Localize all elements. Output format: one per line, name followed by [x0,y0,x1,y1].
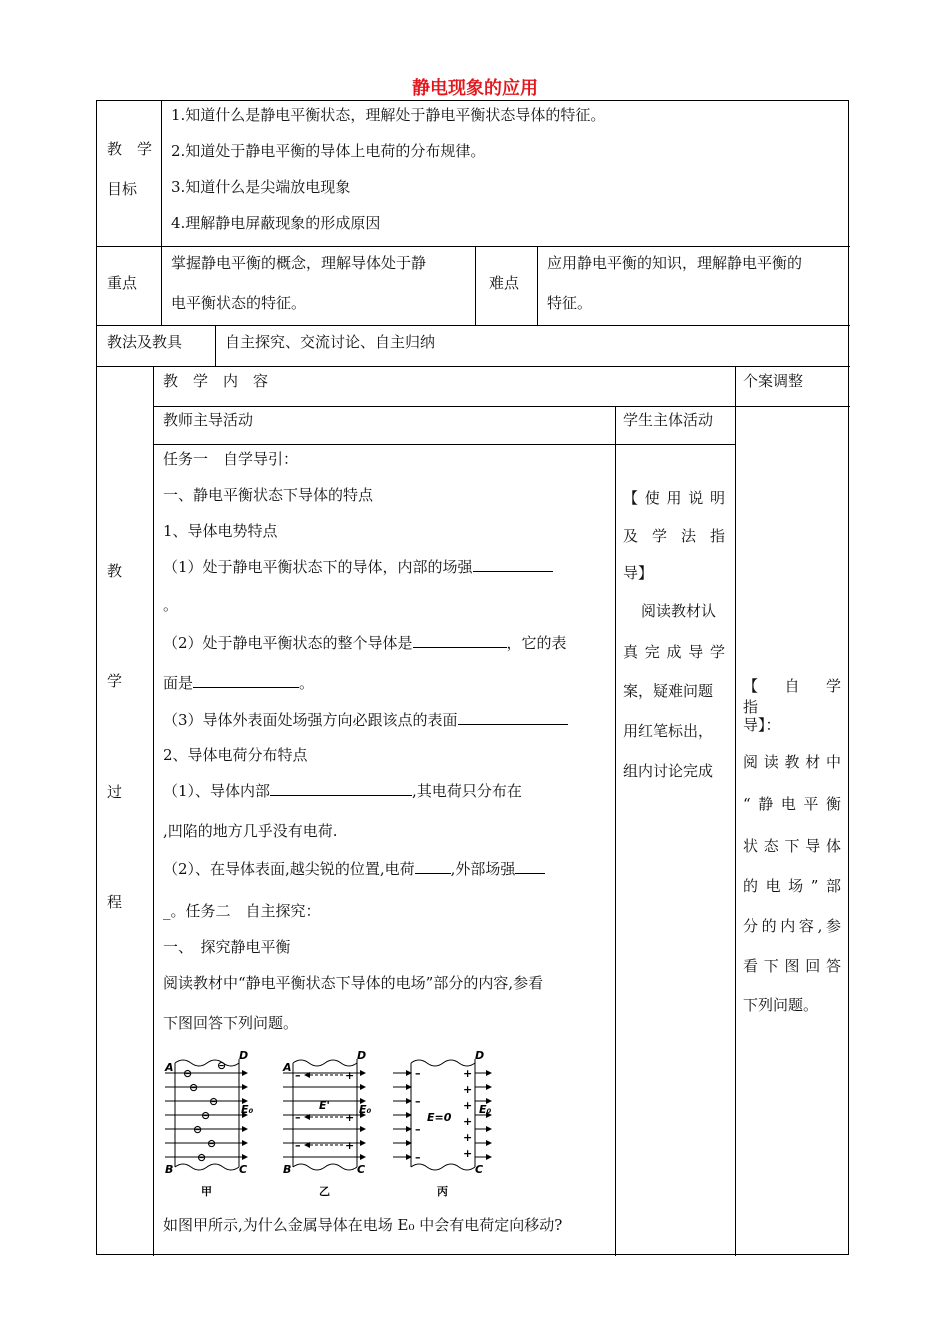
goal-item: 1.知道什么是静电平衡状态，理解处于静电平衡状态导体的特征。 [171,106,606,124]
question-line: （1）处于静电平衡状态下的导体，内部的场强 [163,557,553,577]
question-line: 。 [163,596,179,614]
student-text: 组内讨论完成 [623,762,714,780]
row-divider [153,406,735,407]
plus-mark: + [463,1083,473,1096]
content-header: 教 学 内 容 [163,372,269,390]
question-line: （1）、导体内部 ,其电荷只分布在 [163,782,522,800]
student-text: 阅读教材认 [641,602,717,620]
label-e0: E₀ [241,1103,254,1116]
label-b: B [165,1163,174,1176]
question-line: 如图甲所示,为什么金属导体在电场 E₀ 中会有电荷定向移动? [163,1216,563,1234]
plus-mark: + [463,1115,473,1128]
difficulty-text: 应用静电平衡的知识，理解静电平衡的 [547,254,803,272]
minus-mark: – [295,1111,301,1124]
adjust-text: 分的内容,参 [743,917,841,935]
process-label-char: 教 [107,562,123,580]
col-divider [215,325,216,366]
plus-mark: + [463,1131,473,1144]
minus-mark: – [415,1095,421,1108]
figure-bing [393,1049,492,1198]
student-text: 【使用说明 [623,489,725,507]
label-e-inner: E' [319,1099,330,1112]
label-c: C [357,1163,366,1176]
electron-mark: ⊖ [189,1081,199,1094]
col-divider [475,246,476,325]
lesson-table [96,100,857,1255]
row-divider [153,444,735,445]
electron-mark: ⊖ [183,1067,193,1080]
adjust-header: 个案调整 [743,372,804,390]
plus-mark: + [463,1099,473,1112]
minus-mark: – [295,1139,301,1152]
caption-bing: 丙 [437,1185,448,1198]
answer-blank[interactable] [473,557,553,572]
answer-blank[interactable] [458,710,568,725]
plus-mark: + [463,1147,473,1160]
student-text: 用红笔标出， [623,722,714,740]
plus-mark: + [345,1139,355,1152]
plus-mark: + [463,1067,473,1080]
sub-heading: 1、导体电势特点 [163,522,278,540]
electron-mark: ⊖ [209,1095,219,1108]
process-label-char: 程 [107,893,123,911]
adjust-text: 的电场”部 [743,877,841,895]
plus-mark: + [345,1111,355,1124]
col-divider [161,101,162,246]
col-divider [615,406,616,1256]
adjust-text: 阅读教材中 [743,753,841,771]
question-line: （3）导体外表面处场强方向必跟该点的表面 [163,710,568,730]
electron-mark: ⊖ [207,1137,217,1150]
row-divider [97,366,850,367]
section-heading: 一、静电平衡状态下导体的特点 [163,486,374,504]
paragraph-line: 下图回答下列问题。 [163,1014,299,1032]
goals-label: 目标 [107,180,138,198]
answer-blank[interactable] [415,859,451,874]
method-value: 自主探究、交流讨论、自主归纳 [225,333,436,351]
goals-label: 教 学 [107,140,153,158]
label-c: C [239,1163,248,1176]
answer-blank[interactable] [413,633,507,648]
student-text: 及学法指 [623,527,725,545]
student-text: 案，疑难问题 [623,682,714,700]
adjust-text: 【 自 学 指 [743,677,857,716]
adjust-text: “静电平衡 [743,795,841,813]
task1-heading: 任务一 自学导引： [163,450,299,468]
question-line: 面是 。 [163,674,315,692]
figure-yi [282,1049,372,1198]
teacher-header: 教师主导活动 [163,411,254,429]
task2-heading: _。任务二 自主探究： [163,902,321,920]
goal-item: 2.知道处于静电平衡的导体上电荷的分布规律。 [171,142,486,160]
label-a: A [165,1061,174,1074]
col-divider [537,246,538,325]
row-divider [97,325,850,326]
electron-mark: ⊖ [197,1151,207,1164]
key-text: 掌握静电平衡的概念，理解导体处于静 [171,254,427,272]
adjust-text: 下列问题。 [743,996,819,1014]
question-line: （2）处于静电平衡状态的整个导体是 ，它的表 [163,634,567,652]
electron-mark: ⊖ [193,1123,203,1136]
col-divider [735,366,736,1256]
adjust-text: 导】： [743,716,781,734]
label-e-zero: E=0 [427,1111,452,1124]
label-e0: E₀ [359,1103,372,1116]
difficulty-text: 特征。 [547,294,593,312]
question-line: （2）、在导体表面,越尖锐的位置,电荷 ,外部场强 [163,859,545,879]
process-label-char: 过 [107,783,123,801]
row-divider [735,406,850,407]
label-e0: E₀ [479,1103,492,1116]
goal-item: 4.理解静电屏蔽现象的形成原因 [171,214,381,232]
electron-mark: ⊖ [201,1109,211,1122]
minus-mark: – [415,1067,421,1080]
answer-blank[interactable] [515,859,545,874]
section-heading: 一、 探究静电平衡 [163,938,291,956]
question-line: ,凹陷的地方几乎没有电荷. [163,822,338,840]
electrostatic-figure [163,1049,503,1199]
label-a: A [283,1061,292,1074]
method-label: 教法及教具 [107,333,183,351]
minus-mark: – [295,1069,301,1082]
minus-mark: – [415,1123,421,1136]
student-text: 真完成导学 [623,643,725,661]
key-text: 电平衡状态的特征。 [171,294,307,312]
key-label: 重点 [107,274,138,292]
sub-heading: 2、导体电荷分布特点 [163,746,308,764]
electron-mark: ⊖ [217,1059,227,1072]
process-label-char: 学 [107,672,123,690]
goal-item: 3.知道什么是尖端放电现象 [171,178,351,196]
answer-blank[interactable] [193,673,299,688]
label-d: D [475,1049,485,1062]
minus-mark: – [415,1151,421,1164]
label-d: D [357,1049,367,1062]
caption-jia: 甲 [201,1185,212,1198]
row-divider [97,246,850,247]
adjust-text: 看下图回答 [743,957,841,975]
col-divider [153,366,154,1256]
paragraph-line: 阅读教材中“静电平衡状态下导体的电场”部分的内容,参看 [163,974,544,992]
col-divider [161,246,162,325]
student-text: 导】 [623,564,654,582]
student-header: 学生主体活动 [623,411,714,429]
label-b: B [283,1163,292,1176]
figure-jia [164,1049,254,1198]
answer-blank[interactable] [270,781,412,796]
adjust-text: 状态下导体 [743,837,841,855]
difficulty-label: 难点 [489,274,520,292]
plus-mark: + [345,1069,355,1082]
caption-yi: 乙 [319,1185,330,1198]
document-title: 静电现象的应用 [412,78,538,99]
label-c: C [475,1163,484,1176]
label-d: D [239,1049,249,1062]
